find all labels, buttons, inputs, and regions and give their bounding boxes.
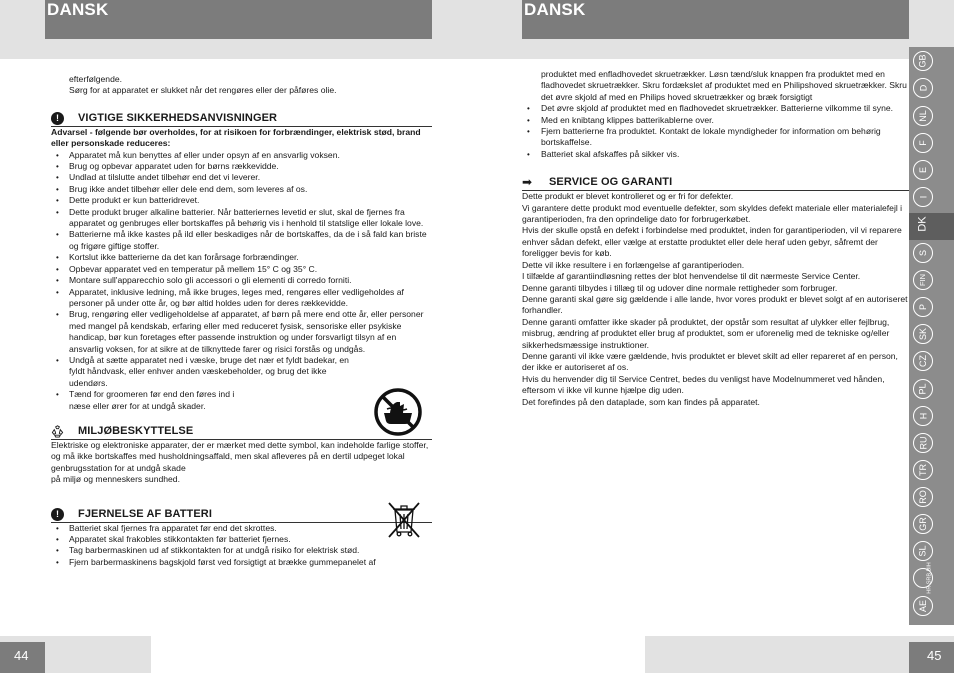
removal-list bbox=[522, 103, 909, 160]
safety-list bbox=[51, 150, 432, 412]
service-paragraph: Dette produkt er blevet kontrolleret og er fri for defekter. bbox=[522, 191, 734, 202]
list-item: • Dette produkt er kun batteridrevet. bbox=[51, 195, 432, 206]
language-tab-tr[interactable]: TR bbox=[913, 460, 933, 480]
language-tab-dk[interactable]: DK bbox=[917, 216, 929, 232]
service-paragraph: Det forefindes på den dataplade, som kan findes på apparatet. bbox=[522, 396, 760, 407]
list-item: • Kortslut ikke batterierne da det kan forårsage forbrændinger. bbox=[51, 252, 432, 263]
language-tab-e[interactable]: E bbox=[913, 160, 933, 180]
right-page-content bbox=[522, 69, 909, 408]
list-item: • Tænd for groomeren før end den føres ind i næse eller ører for at undgå skader. bbox=[51, 389, 251, 412]
language-tab-ru[interactable]: RU bbox=[913, 433, 933, 453]
list-item: • Opbevar apparatet ved en temperatur på mellem 15° C og 35° C. bbox=[51, 264, 432, 275]
weee-crossed-bin-icon bbox=[386, 500, 422, 540]
section-title: FJERNELSE AF BATTERI bbox=[78, 507, 213, 520]
section-title: MILJØBESKYTTELSE bbox=[78, 424, 194, 437]
arrow-right-icon: ➡ bbox=[522, 175, 533, 190]
language-tab-sk[interactable]: SK bbox=[913, 324, 933, 344]
language-tab-s[interactable]: S bbox=[913, 243, 933, 263]
section-title: VIGTIGE SIKKERHEDSANVISNINGER bbox=[78, 111, 278, 124]
service-paragraph: Hvis du henvender dig til Service Centret, bedes du venligst have Modelnummeret ved hånden, eftersom vi ikke vil kunne hjælpe dig uden. bbox=[522, 373, 885, 396]
service-paragraph: Denne garanti vil ikke være gældende, hvis produktet er blevet skilt ad eller repareret af en person, der ikke er autoriseret af os. bbox=[522, 350, 898, 373]
section-header-service bbox=[522, 174, 909, 191]
section-header-battery bbox=[51, 506, 432, 523]
recycle-icon bbox=[51, 425, 64, 438]
list-item: • Batterierne må ikke kastes på ild eller beskadiges når de bortskaffes, da de i så fald kan briste og frigøre giftige stoffer. bbox=[51, 229, 432, 252]
section-header-safety bbox=[51, 110, 432, 127]
list-item: • Fjern batterierne fra produktet. Kontakt de lokale myndigheder for information om behørig bortskaffelse. bbox=[522, 126, 909, 149]
intro-line: efterfølgende. bbox=[69, 74, 123, 84]
language-tab-d[interactable]: D bbox=[913, 78, 933, 98]
safety-warning: Advarsel - følgende bør overholdes, for at risikoen for forbrændinger, elektrisk stød, brand eller personskade reduceres: bbox=[51, 126, 421, 149]
page-title-right: DANSK bbox=[524, 0, 586, 19]
service-paragraph: Hvis der skulle opstå en defekt i forbindelse med produktet, inden for garantiperioden, vil vi reparere enhver sådan defekt, eller vælge at erstatte produktet eller dele heraf uden gebyr, såfremt der foreligger bevis for køb. bbox=[522, 225, 902, 259]
language-tab-sl[interactable]: SL bbox=[913, 541, 933, 561]
language-tab-ro[interactable]: RO bbox=[913, 487, 933, 507]
list-item: • Apparatet, inklusive ledning, må ikke bruges, leges med, rengøres eller vedligeholdes af personer på under otte år, og bør altid holdes uden for deres rækkevidde. bbox=[51, 287, 432, 310]
language-tab-pl[interactable]: PL bbox=[913, 379, 933, 399]
section-title: SERVICE OG GARANTI bbox=[549, 176, 673, 189]
page-title-left: DANSK bbox=[47, 0, 109, 19]
list-item: • Det øvre skjold af produktet med en fladhovedet skruetrækker. Batterierne vilkomme til syne. bbox=[522, 103, 909, 114]
list-item: • Brug og opbevar apparatet uden for børns rækkevidde. bbox=[51, 161, 432, 172]
language-tab-nl[interactable]: NL bbox=[913, 106, 933, 126]
language-tab-cz[interactable]: CZ bbox=[913, 351, 933, 371]
list-item: • Apparatet må kun benyttes af eller under opsyn af en ansvarlig voksen. bbox=[51, 150, 432, 161]
list-item: • Brug ikke andet tilbehør eller dele end dem, som leveres af os. bbox=[51, 184, 432, 195]
list-item: • Med en knibtang klippes batterikablerne over. bbox=[522, 115, 909, 126]
page-number-left: 44 bbox=[0, 642, 45, 673]
service-paragraph: Dette vil ikke resultere i en forlængelse af garantiperioden. bbox=[522, 259, 745, 270]
service-paragraph: Denne garanti omfatter ikke skader på produktet, der opstår som resultat af ulykker eller fejlbrug, misbrug, ændring af produktet eller brug af produktet, som er uforenelig med de tekniske og/eller sikkerhedsmæssige instruktioner. bbox=[522, 316, 890, 350]
environment-text: på miljø og menneskers sundhed. bbox=[51, 474, 180, 485]
service-paragraph: Denne garanti skal gøre sig gældende i alle lande, hvor vores produkt er blevet solgt af en autoriseret forhandler. bbox=[522, 293, 908, 316]
warning-icon: ! bbox=[51, 112, 64, 125]
no-water-bath-icon bbox=[373, 387, 423, 437]
language-tab-ae[interactable]: AE bbox=[913, 596, 933, 616]
language-tab-gb[interactable]: GB bbox=[913, 51, 933, 71]
page-header-left bbox=[45, 0, 432, 39]
language-tab-hr-srb-bih[interactable]: HR SRB BIH bbox=[913, 568, 933, 588]
language-tab-h[interactable]: H bbox=[913, 406, 933, 426]
list-item: • Brug, rengøring eller vedligeholdelse af apparatet, af børn på mere end otte år, eller personer med mangel på kendskab, erfaring eller med reduceret fysisk, sensoriske eller psykiske handicap, bør kun foretages efter passende instruktion og under forsvarligt tilsyn af en ansvarlig voksen, for at sikre at de tilknyttede farer og risici forstås og undgås. bbox=[51, 309, 432, 355]
left-page-content bbox=[51, 74, 432, 568]
language-tab-f[interactable]: F bbox=[913, 133, 933, 153]
list-item: • Tag barbermaskinen ud af stikkontakten for at undgå risiko for elektrisk stød. bbox=[51, 545, 432, 556]
service-paragraph: Vi garantere dette produkt mod eventuelle defekter, som skyldes defekt materiale eller materialefejl i garantiperioden, fra den oprindelige dato for forbrugerkøbet. bbox=[522, 202, 903, 225]
page-number-right: 45 bbox=[909, 642, 954, 673]
language-tab-i[interactable]: I bbox=[913, 187, 933, 207]
list-item: • Undgå at sætte apparatet ned i væske, bruge det nær et fyldt badekar, en fyldt håndvask, eller enhver anden væskebeholder, og brug det ikke udendørs. bbox=[51, 355, 363, 389]
warning-icon: ! bbox=[51, 508, 64, 521]
list-item: • Undlad at tilslutte andet tilbehør end det vi leverer. bbox=[51, 172, 432, 183]
list-item: • Montare sull'apparecchio solo gli accessori o gli elementi di corredo forniti. bbox=[51, 275, 432, 286]
language-tab-gr[interactable]: GR bbox=[913, 514, 933, 534]
list-item: • Batteriet skal fjernes fra apparatet før end det skrottes. bbox=[51, 523, 432, 534]
list-item: • Apparatet skal frakobles stikkontakten før batteriet fjernes. bbox=[51, 534, 432, 545]
list-item: • Fjern barbermaskinens bagskjold først ved forsigtigt at brække gummepanelet af bbox=[51, 557, 432, 568]
language-tab-p[interactable]: P bbox=[913, 297, 933, 317]
language-tab-fin[interactable]: FIN bbox=[913, 270, 933, 290]
list-item: • Batteriet skal afskaffes på sikker vis. bbox=[522, 149, 909, 160]
footer-right bbox=[645, 636, 954, 673]
page-header-right bbox=[522, 0, 909, 39]
service-paragraph: I tilfælde af garantiindløsning rettes der blot henvendelse til dit nærmeste Service Center. bbox=[522, 271, 861, 282]
battery-list bbox=[51, 523, 432, 569]
environment-text: Elektriske og elektroniske apparater, der er mærket med dette symbol, kan indeholde farlige stoffer, og må ikke bortskaffes med husholdningsaffald, men skal afleveres på en dertil udpeget lokal genbrugsstation for at undgå skade bbox=[51, 439, 429, 473]
intro-line: Sørg for at apparatet er slukket når det rengøres eller der påføres olie. bbox=[69, 85, 337, 96]
continuation-text: produktet med enfladhovedet skruetrækker. Løsn tænd/sluk knappen fra produktet med en fladhovedet skruetrækker. Skru fordækslet af produktet med en Philipshoved skruetrækker. Skru det øvre skjold af med en Philips hoved skruetrækker og bræk forsigtigt bbox=[541, 69, 907, 102]
list-item: • Dette produkt bruger alkaline batterier. Når batteriernes levetid er slut, skal de fjernes fra apparatet og genbruges eller bortskaffes på behørig vis i henhold til statslige eller lokale love. bbox=[51, 207, 432, 230]
service-paragraph: Denne garanti tilbydes i tillæg til og udover dine normale rettigheder som forbruger. bbox=[522, 282, 838, 293]
